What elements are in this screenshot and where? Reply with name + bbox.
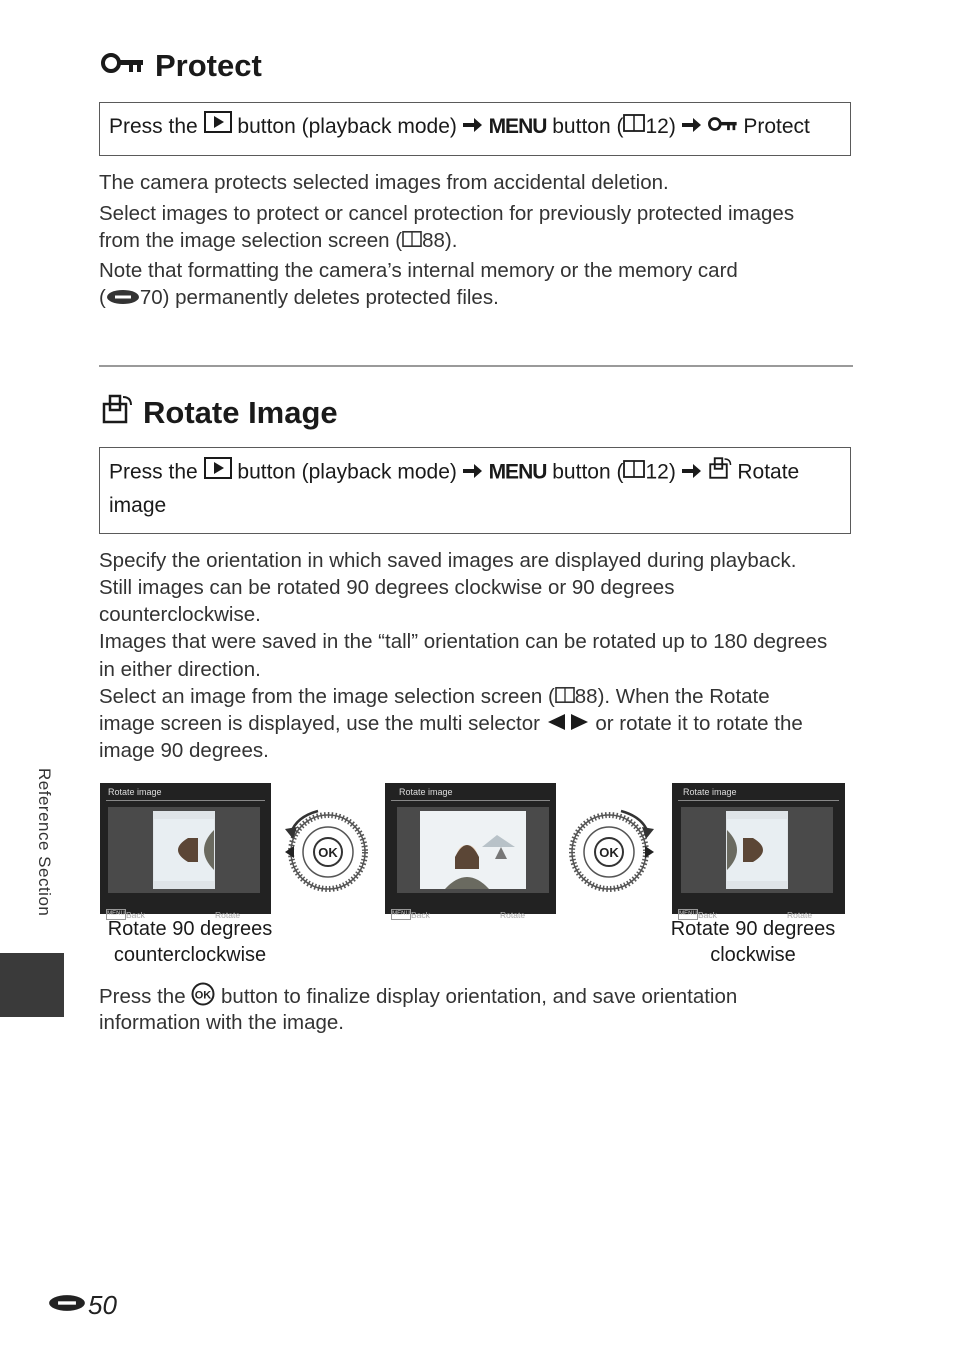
rotate-para-1: Specify the orientation in which saved images are displayed during playback. (99, 549, 797, 572)
rotate-icon (101, 393, 133, 433)
menu-button-label: MENU (488, 115, 547, 138)
arrow-right-icon (682, 457, 702, 489)
page-number: 50 (48, 1290, 117, 1321)
book-ref-icon (555, 684, 575, 711)
rotated-photo-ccw (108, 807, 260, 893)
caption-ccw: Rotate 90 degrees counterclockwise (107, 918, 273, 966)
rotate-final-2: information with the image. (99, 1011, 344, 1034)
rotate-menu-path-line2: image (109, 494, 167, 517)
svg-text:OK: OK (599, 845, 619, 860)
protect-heading (101, 48, 262, 84)
rotate-final-1: Press the OK button to finalize display orientation, and save orientation (99, 982, 737, 1013)
protect-para-2b: from the image selection screen ( 88). (99, 227, 457, 255)
e-section-icon (48, 1294, 86, 1317)
dial-cw-icon (565, 805, 657, 902)
svg-text:OK: OK (318, 845, 338, 860)
book-ref-icon (402, 228, 422, 255)
menu-button-label: MENU (488, 460, 547, 484)
book-ref-icon (623, 111, 645, 143)
arrow-right-icon (682, 111, 702, 143)
caption-cw: Rotate 90 degrees clockwise (670, 918, 836, 966)
rotate-menu-path: Press the button (playback mode) MENU button ( 12) Rotate image (99, 447, 851, 534)
protect-title: Protect (155, 48, 262, 83)
book-ref-icon (623, 457, 645, 489)
original-photo (397, 807, 549, 893)
play-icon (204, 457, 232, 489)
rotate-para-3: counterclockwise. (99, 603, 261, 626)
rotate-para-6: Select an image from the image selection screen ( 88). When the Rotate (99, 683, 770, 711)
menu-key-icon: MENU (678, 909, 698, 920)
arrow-right-icon (463, 111, 483, 143)
rotated-photo-cw (681, 807, 833, 893)
side-tab-label: Reference Section (35, 768, 54, 917)
rotate-para-7: image screen is displayed, use the multi selector or rotate it to rotate the (99, 710, 803, 738)
dial-ccw-icon (282, 805, 374, 902)
protect-para-3b: ( 70) permanently deletes protected files. (99, 284, 499, 312)
camera-screen-ccw: Rotate image MENU Back Rotate (100, 783, 271, 914)
protect-para-3a: Note that formatting the camera’s internal memory or the memory card (99, 259, 738, 282)
multi-selector-icon (546, 711, 590, 738)
rotate-para-2: Still images can be rotated 90 degrees clockwise or 90 degrees (99, 576, 675, 599)
side-tab-marker (0, 953, 64, 1017)
rotate-para-5: in either direction. (99, 658, 261, 681)
protect-menu-path: Press the button (playback mode) MENU button ( 12) Protect (99, 102, 851, 156)
rotate-title: Rotate Image (143, 395, 338, 430)
key-icon (708, 111, 738, 143)
rotate-icon (708, 456, 732, 490)
section-divider (99, 365, 853, 367)
play-icon (204, 111, 232, 143)
protect-para-2a: Select images to protect or cancel protection for previously protected images (99, 202, 795, 225)
rotate-heading (101, 393, 338, 433)
menu-key-icon: MENU (391, 909, 411, 920)
arrow-right-icon (463, 457, 483, 489)
camera-screen-cw: Rotate image MENU Back Rotate (672, 783, 845, 914)
svg-text:OK: OK (195, 989, 212, 1002)
camera-screen-original: Rotate image MENU Back Rotate (385, 783, 556, 914)
protect-para-1: The camera protects selected images from accidental deletion. (99, 171, 669, 194)
e-section-icon (106, 285, 140, 312)
menu-key-icon: MENU (106, 909, 126, 920)
rotate-para-4: Images that were saved in the “tall” orientation can be rotated up to 180 degrees (99, 630, 828, 653)
rotate-para-8: image 90 degrees. (99, 739, 269, 762)
key-icon (101, 48, 145, 84)
